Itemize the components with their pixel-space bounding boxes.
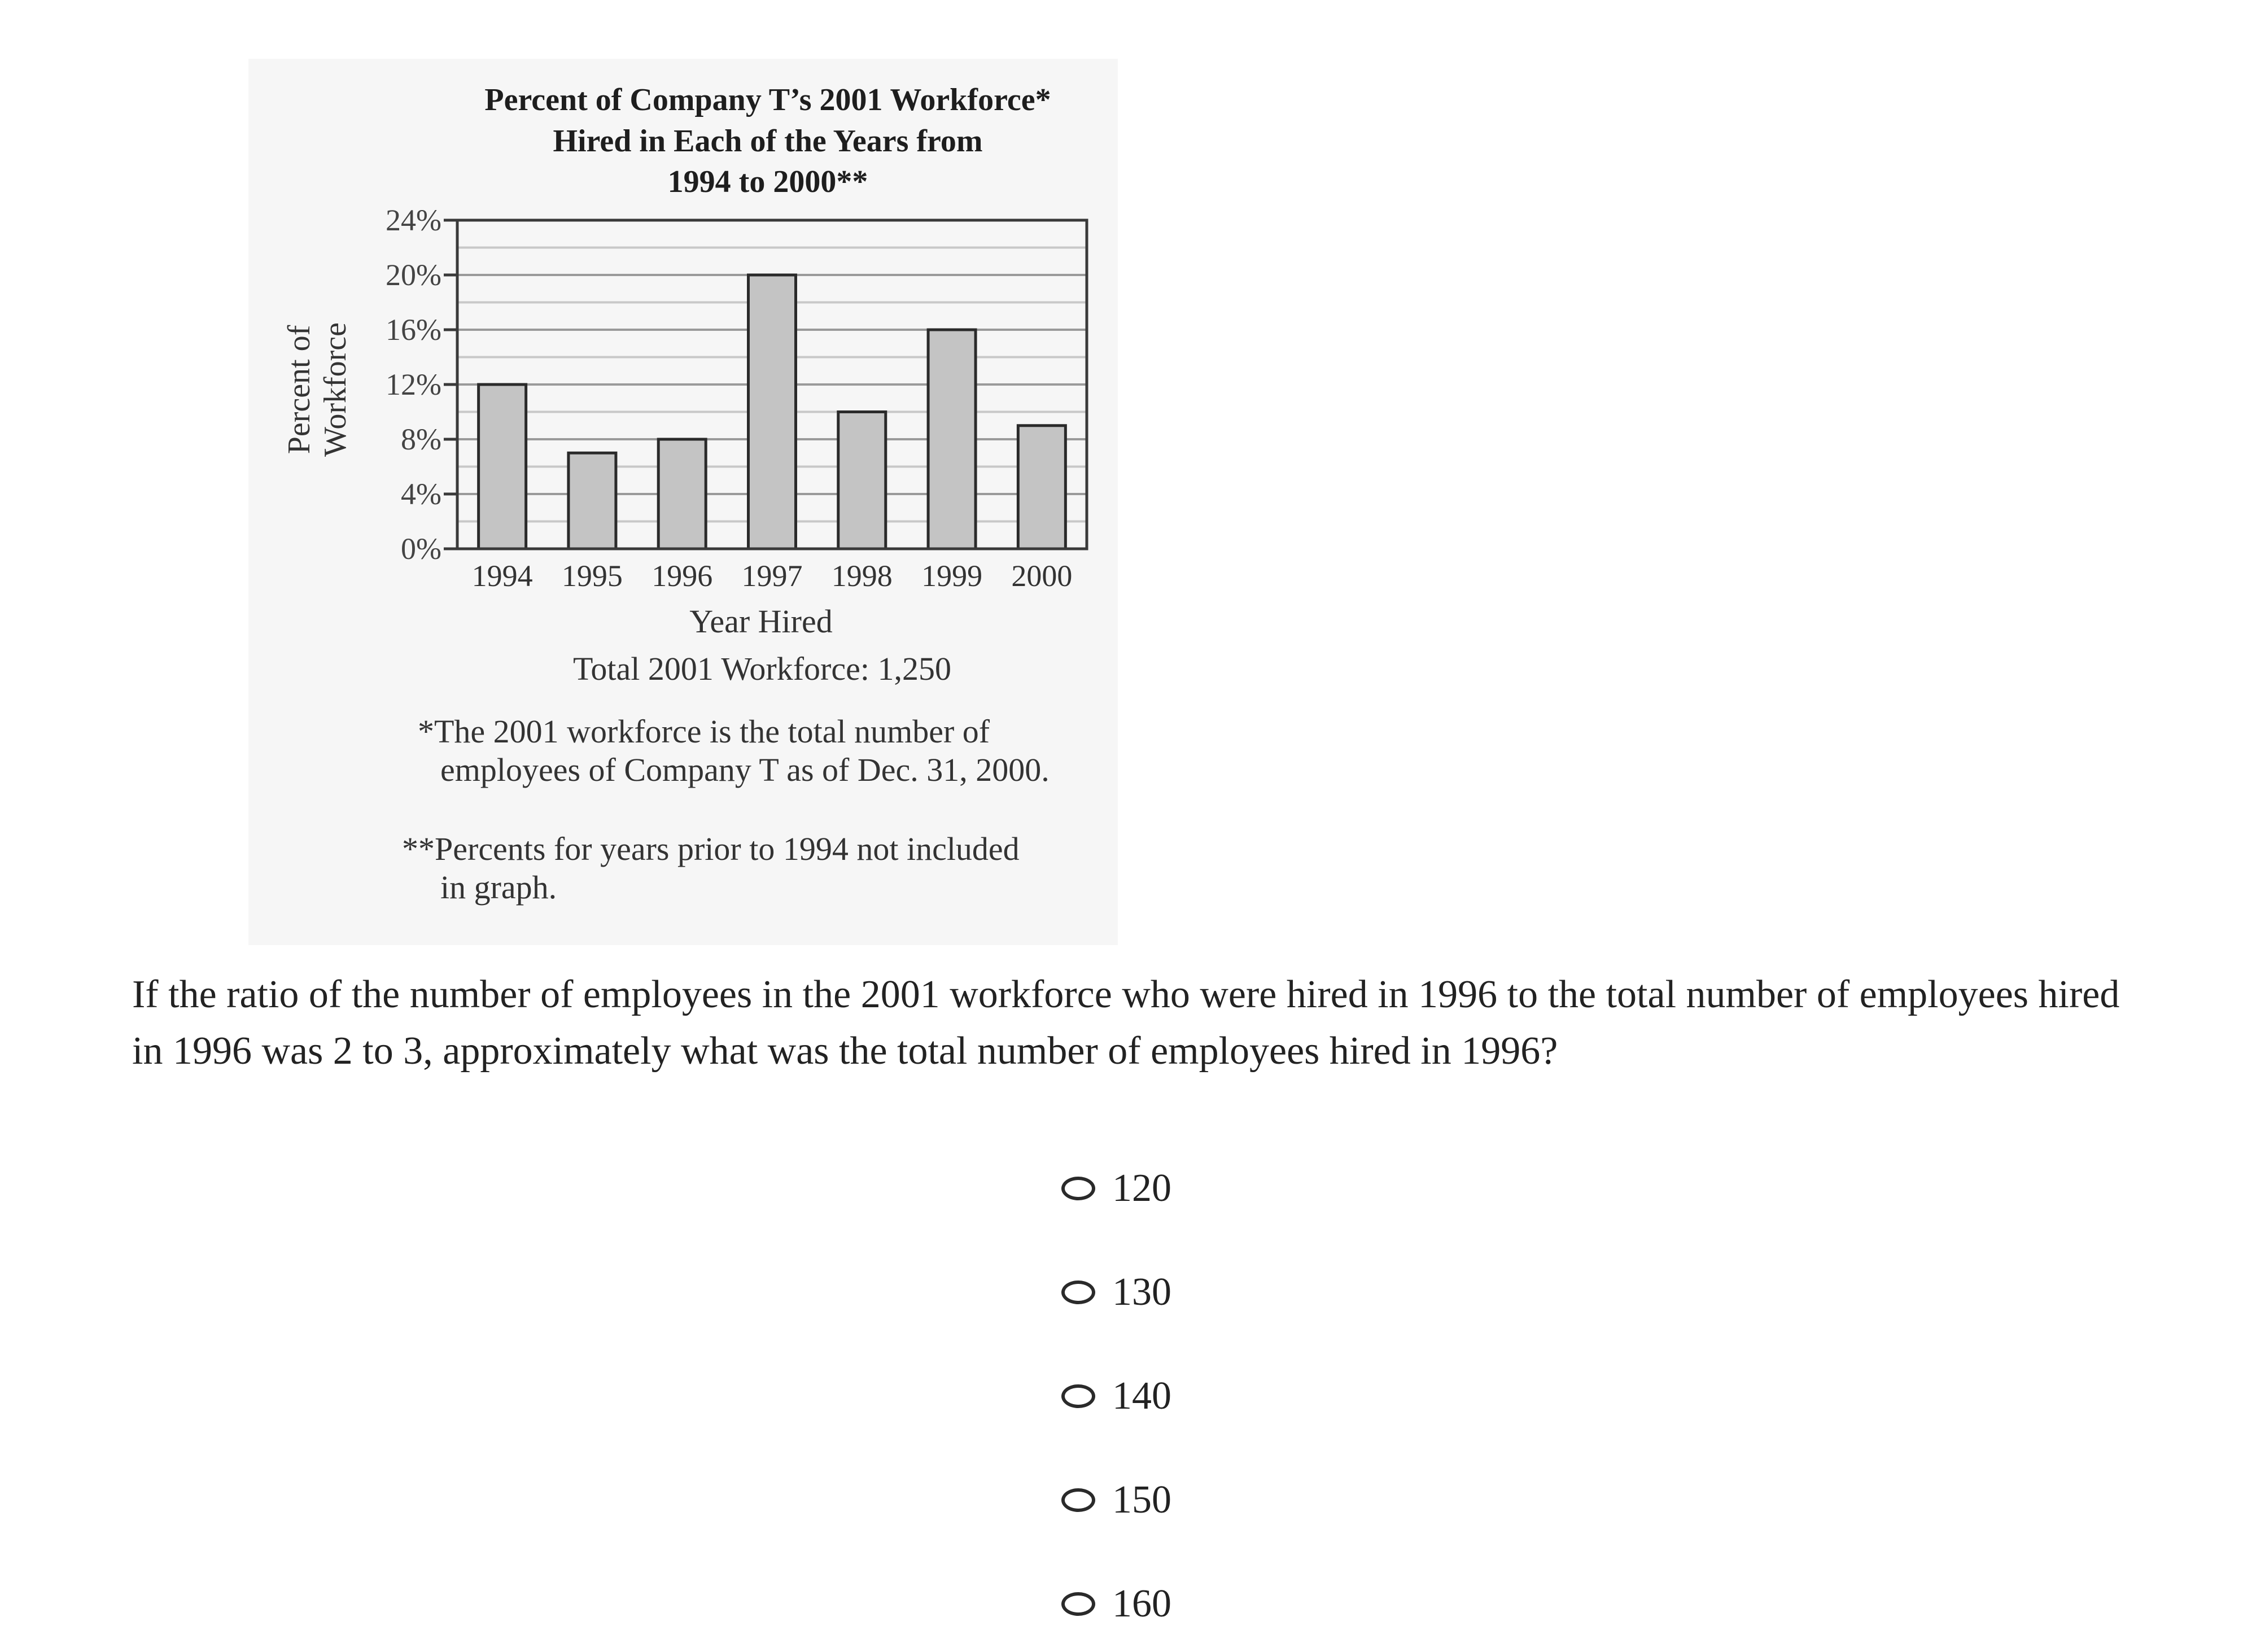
option-label: 130 [1112, 1270, 1171, 1314]
y-tick-label: 8% [401, 422, 441, 456]
x-tick-label: 1995 [561, 559, 623, 593]
answer-option-e[interactable] [1061, 1579, 1171, 1629]
bar-1995 [569, 453, 616, 549]
x-tick-label: 1994 [471, 559, 533, 593]
y-tick-label: 20% [386, 258, 441, 292]
x-tick-labels [472, 559, 1073, 593]
y-axis-label [282, 322, 353, 457]
answer-option-d[interactable] [1061, 1475, 1171, 1526]
footnote-workforce-definition [418, 713, 1050, 789]
question-text: If the ratio of the number of employees in the 2001 workforce who were hired in 1996 to the total number of employees hired in 1996 was 2 to 3, approximately what was the total number of employees hired in 1996? [132, 973, 2120, 1073]
y-tick-label: 12% [386, 368, 441, 401]
radio-icon[interactable] [1061, 1177, 1095, 1200]
bar-1996 [658, 439, 706, 549]
y-tick-labels [386, 203, 441, 566]
footnote-1-line-1: *The 2001 workforce is the total number of [418, 713, 990, 750]
x-tick-label: 1999 [921, 559, 983, 593]
chart-title-line: Percent of Company T’s 2001 Workforce* [484, 82, 1051, 117]
radio-icon[interactable] [1061, 1384, 1095, 1408]
option-label: 150 [1112, 1478, 1171, 1522]
bar-1999 [928, 330, 976, 549]
option-label: 160 [1112, 1582, 1171, 1625]
bar-1998 [838, 412, 886, 549]
chart-title-line: 1994 to 2000** [667, 164, 868, 199]
y-axis-label-line: Workforce [318, 322, 353, 457]
y-tick-label: 0% [401, 532, 441, 566]
footnote-2-line-2: in graph. [440, 869, 557, 906]
x-axis-label: Year Hired [689, 603, 833, 640]
answer-option-c[interactable] [1061, 1371, 1171, 1422]
radio-icon[interactable] [1061, 1280, 1095, 1304]
bar-2000 [1018, 426, 1065, 549]
y-axis-label-line: Percent of [282, 325, 317, 454]
radio-icon[interactable] [1061, 1488, 1095, 1512]
bar-1997 [749, 275, 796, 549]
option-label: 120 [1112, 1166, 1171, 1210]
x-tick-label: 1998 [831, 559, 893, 593]
radio-icon[interactable] [1061, 1592, 1095, 1616]
bar-1994 [479, 384, 526, 549]
footnote-2-line-1: **Percents for years prior to 1994 not included [402, 831, 1020, 867]
total-workforce-note: Total 2001 Workforce: 1,250 [573, 650, 951, 687]
footnote-years-excluded [402, 830, 1020, 907]
x-tick-label: 1996 [651, 559, 713, 593]
x-tick-label: 1997 [741, 559, 803, 593]
y-tick-label: 24% [386, 203, 441, 237]
footnote-1-line-2: employees of Company T as of Dec. 31, 2000. [440, 751, 1050, 788]
y-tick-label: 16% [386, 313, 441, 347]
answer-option-a[interactable] [1061, 1163, 1171, 1214]
x-tick-label: 2000 [1011, 559, 1073, 593]
answer-option-b[interactable] [1061, 1267, 1171, 1318]
chart-title [484, 82, 1051, 199]
option-label: 140 [1112, 1374, 1171, 1418]
chart-title-line: Hired in Each of the Years from [553, 124, 983, 159]
y-tick-label: 4% [401, 477, 441, 511]
